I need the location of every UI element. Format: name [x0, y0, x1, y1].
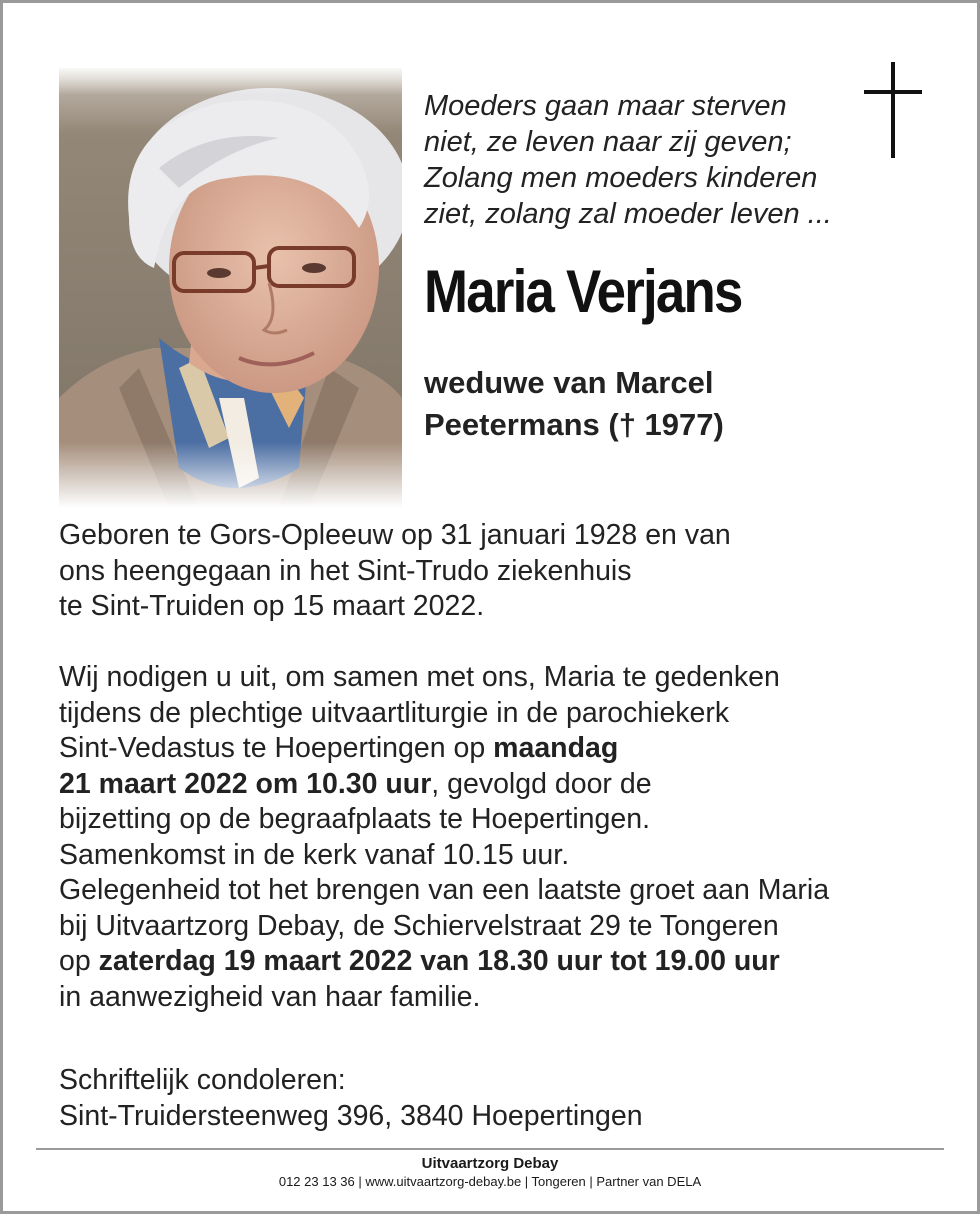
text-line	[59, 944, 829, 980]
portrait-photo	[59, 68, 402, 508]
condolence-paragraph	[59, 1063, 643, 1134]
text-segment: op	[59, 945, 99, 977]
text-line: te Sint-Truiden op 15 maart 2022.	[59, 590, 485, 622]
funeral-day: maandag	[493, 732, 619, 764]
funeral-home-name: Uitvaartzorg Debay	[421, 1155, 559, 1172]
text-line: bijzetting op de begraafplaats te Hoepertingen.	[59, 803, 650, 835]
deceased-name: Maria Verjans	[424, 258, 742, 325]
invitation-paragraph	[59, 660, 829, 1015]
text-line: ons heengegaan in het Sint-Trudo ziekenhuis	[59, 554, 632, 587]
text-line: Wij nodigen u uit, om samen met ons, Maria te gedenken	[59, 661, 780, 693]
funeral-date-time: 21 maart 2022 om 10.30 uur	[59, 767, 432, 800]
birth-death-paragraph	[59, 518, 731, 625]
text-line: in aanwezigheid van haar familie.	[59, 980, 481, 1013]
text-line: Samenkomst in de kerk vanaf 10.15 uur.	[59, 838, 570, 871]
poem-line: Zolang men moeders kinderen	[424, 162, 818, 194]
text-line: Gelegenheid tot het brengen van een laatste groet aan Maria	[59, 874, 830, 906]
text-line: Schriftelijk condoleren:	[59, 1064, 346, 1096]
poem-line: Moeders gaan maar sterven	[424, 90, 787, 122]
viewing-date-time: zaterdag 19 maart 2022 van 18.30 uur tot 19.00 uur	[98, 945, 780, 977]
funeral-home-contact: 012 23 13 36 | www.uitvaartzorg-debay.be | Tongeren | Partner van DELA	[278, 1174, 702, 1189]
text-segment: , gevolgd door de	[431, 767, 652, 800]
spouse-line: Peetermans († 1977)	[424, 407, 724, 442]
condolence-address: Sint-Truidersteenweg 396, 3840 Hoepertingen	[59, 1099, 643, 1132]
spouse-info	[424, 362, 724, 446]
poem-line: ziet, zolang zal moeder leven ...	[424, 198, 832, 230]
spouse-line: weduwe van Marcel	[424, 365, 714, 400]
cross-icon	[864, 62, 922, 158]
text-line: tijdens de plechtige uitvaartliturgie in de parochiekerk	[59, 696, 730, 729]
text-line: Geboren te Gors-Opleeuw op 31 januari 1928 en van	[59, 519, 731, 551]
text-segment: Sint-Vedastus te Hoepertingen op	[59, 732, 494, 764]
text-line	[59, 767, 829, 803]
memorial-poem	[424, 88, 854, 232]
footer-divider	[36, 1148, 944, 1150]
text-line	[59, 731, 829, 767]
poem-line: niet, ze leven naar zij geven;	[424, 126, 792, 158]
text-line: bij Uitvaartzorg Debay, de Schiervelstraat 29 te Tongeren	[59, 909, 779, 942]
